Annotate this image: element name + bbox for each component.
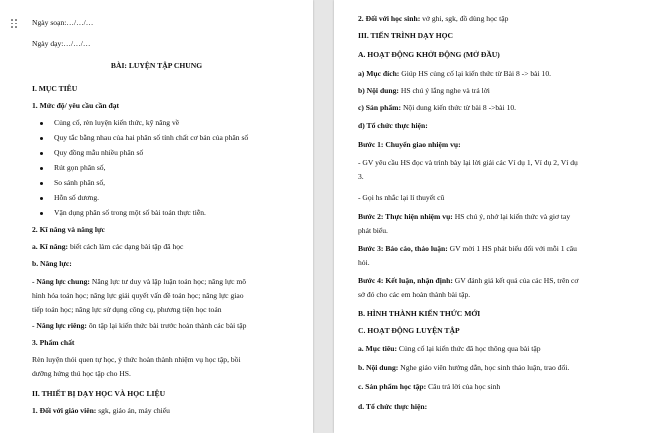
specific-competence-line xyxy=(32,321,246,331)
step-3-line-2: hỏi. xyxy=(358,258,370,267)
teacher-equipment-text: sgk, giáo án, máy chiếu xyxy=(96,406,170,415)
warmup-product-line xyxy=(358,103,516,113)
teacher-equipment-label: 1. Đối với giáo viên: xyxy=(32,406,97,415)
prep-date: Ngày soạn:…/…/… xyxy=(32,18,94,27)
subheading-qualities: 3. Phẩm chất xyxy=(32,338,75,347)
section-heading-warmup: A. HOẠT ĐỘNG KHỞI ĐỘNG (MỞ ĐẦU) xyxy=(358,50,500,59)
teach-date: Ngày dạy:…/…/… xyxy=(32,39,91,48)
subheading-requirements: 1. Mức độ/ yêu cầu cần đạt xyxy=(32,101,120,110)
skills-line xyxy=(32,242,183,252)
competence-label: b. Năng lực: xyxy=(32,259,72,268)
step-2-line-2: phát biểu. xyxy=(358,226,388,235)
lesson-title: BÀI: LUYỆN TẬP CHUNG xyxy=(110,61,203,70)
practice-product-text: Câu trả lời của học sinh xyxy=(426,382,501,391)
warmup-purpose-text: Giúp HS củng cố lại kiến thức từ Bài 8 -> bài 10. xyxy=(399,69,552,78)
warmup-organization-label: d) Tổ chức thực hiện: xyxy=(358,121,428,130)
general-competence-label: - Năng lực chung: xyxy=(32,277,90,286)
bullet-item: Củng cố, rèn luyện kiến thức, kỹ năng về xyxy=(54,118,180,127)
step-1-label: Bước 1: Chuyển giao nhiệm vụ: xyxy=(358,140,461,149)
bullet-item: Hỗn số dương. xyxy=(54,193,100,202)
student-equipment-label: 2. Đối với học sinh: xyxy=(358,14,421,23)
step-3-text: GV mời 1 HS phát biểu đối với mỗi 1 câu xyxy=(447,244,577,253)
step-4-line-2: sở đó cho các em hoàn thành bài tập. xyxy=(358,290,471,299)
practice-content-label: b. Nội dung: xyxy=(358,363,399,372)
skills-text: biết cách làm các dạng bài tập đã học xyxy=(68,242,184,251)
warmup-product-text: Nội dung kiến thức từ bài 8 ->bài 10. xyxy=(401,103,517,112)
general-competence-text: Năng lực tư duy và lập luận toán học; năng lực mô xyxy=(89,277,247,286)
teacher-equipment-line xyxy=(32,406,170,416)
bullet-item: Quy đồng mẫu nhiều phân số xyxy=(54,148,144,157)
bullet-item: Vận dụng phân số trong một số bài toán thực tiễn. xyxy=(54,208,206,217)
document-page-right xyxy=(334,0,650,433)
step-2-line xyxy=(358,212,570,222)
practice-content-text: Nghe giáo viên hướng dẫn, học sinh thảo luận, trao đổi. xyxy=(398,363,570,372)
step-1-line-1: - GV yêu cầu HS đọc và trình bày lại lời giải các Ví dụ 1, Ví dụ 2, Ví dụ xyxy=(358,158,578,167)
section-heading-new-knowledge: B. HÌNH THÀNH KIẾN THỨC MỚI xyxy=(358,309,481,318)
qualities-line-1: Rèn luyện thói quen tự học, ý thức hoàn thành nhiệm vụ học tập, bồi xyxy=(32,355,241,364)
step-4-line xyxy=(358,276,578,286)
warmup-content-text: HS chú ý lắng nghe và trả lời xyxy=(398,86,490,95)
qualities-line-2: dưỡng hứng thú học tập cho HS. xyxy=(32,369,131,378)
step-1-line-2: 3. xyxy=(358,172,364,181)
student-equipment-text: vở ghi, sgk, đồ dùng học tập xyxy=(420,14,509,23)
section-heading-equipment: II. THIẾT BỊ DẠY HỌC VÀ HỌC LIỆU xyxy=(32,389,166,398)
practice-goal-text: Củng cố lại kiến thức đã học thông qua bài tập xyxy=(397,344,541,353)
step-2-label: Bước 2: Thực hiện nhiệm vụ: xyxy=(358,212,453,221)
practice-goal-label: a. Mục tiêu: xyxy=(358,344,398,353)
practice-organization-label: d. Tổ chức thực hiện: xyxy=(358,402,428,411)
section-heading-practice: C. HOẠT ĐỘNG LUYỆN TẬP xyxy=(358,326,460,335)
practice-product-label: c. Sản phẩm học tập: xyxy=(358,382,427,391)
practice-product-line xyxy=(358,382,500,392)
bullet-item: Rút gọn phân số, xyxy=(54,163,106,172)
specific-competence-text: ôn tập lại kiến thức bài trước hoàn thành các bài tập xyxy=(86,321,247,330)
step-2-text: HS chú ý, nhớ lại kiến thức và giơ tay xyxy=(452,212,571,221)
step-4-text: GV đánh giá kết quả của các HS, trên cơ xyxy=(452,276,579,285)
warmup-product-label: c) Sản phẩm: xyxy=(358,103,402,112)
section-heading-objectives: I. MỤC TIÊU xyxy=(32,84,78,93)
warmup-purpose-line xyxy=(358,69,551,79)
student-equipment-line xyxy=(358,14,508,24)
document-page-left xyxy=(0,0,313,433)
warmup-content-label: b) Nội dung: xyxy=(358,86,399,95)
step-1-line-3: - Gọi hs nhắc lại lí thuyết cũ xyxy=(358,193,445,202)
bullet-item: Quy tắc bằng nhau của hai phân số tính chất cơ bản của phân số xyxy=(54,133,249,142)
practice-goal-line xyxy=(358,344,541,354)
drag-handle-icon[interactable] xyxy=(11,19,17,28)
practice-content-line xyxy=(358,363,569,373)
step-4-label: Bước 4: Kết luận, nhận định: xyxy=(358,276,453,285)
section-heading-process: III. TIẾN TRÌNH DẠY HỌC xyxy=(358,31,454,40)
warmup-content-line xyxy=(358,86,490,96)
subheading-skills: 2. Kĩ năng và năng lực xyxy=(32,225,105,234)
skills-label: a. Kĩ năng: xyxy=(32,242,69,251)
step-3-label: Bước 3: Báo cáo, thảo luận: xyxy=(358,244,448,253)
specific-competence-label: - Năng lực riêng: xyxy=(32,321,87,330)
bullet-item: So sánh phân số, xyxy=(54,178,106,187)
warmup-purpose-label: a) Mục đích: xyxy=(358,69,400,78)
step-3-line xyxy=(358,244,577,254)
general-competence-line-2: hình hóa toán học; năng lực giải quyết vấn đề toán học; năng lực giao xyxy=(32,291,244,300)
general-competence-line-3: tiếp toán học; năng lực sử dụng công cụ, phương tiện học toán xyxy=(32,305,222,314)
general-competence-line xyxy=(32,277,246,287)
